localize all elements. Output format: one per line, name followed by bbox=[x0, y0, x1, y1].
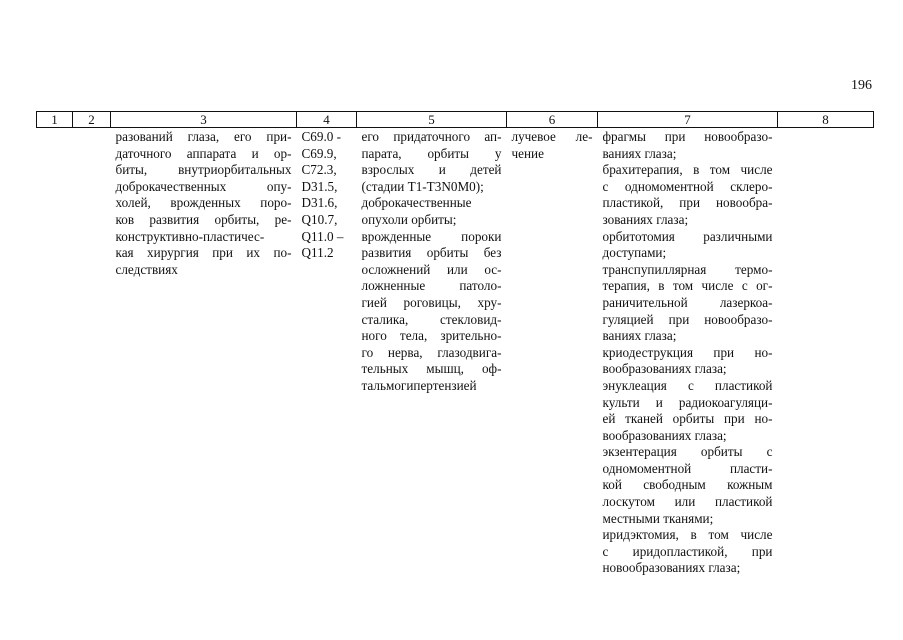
text-line: опухоли орбиты; bbox=[361, 211, 457, 227]
text-line: врожденные пороки bbox=[361, 228, 502, 244]
text-line: лоскутом или пластикой bbox=[602, 494, 773, 510]
text-line: Q11.0 – bbox=[301, 228, 344, 244]
column-header: 1 bbox=[37, 112, 73, 128]
text-line: разований глаза, его при- bbox=[115, 129, 292, 144]
text-line: терапия, в том числе с ог- bbox=[602, 278, 773, 294]
cell-treatment-method bbox=[598, 128, 778, 578]
cell-model-patient bbox=[357, 128, 507, 578]
text-line: энуклеация с пластикой bbox=[602, 377, 773, 393]
text-line: криодеструкция при но- bbox=[602, 344, 773, 360]
text-line: местными тканями; bbox=[602, 510, 714, 526]
text-line: осложнений или ос- bbox=[361, 261, 502, 277]
text-line: лучевое ле- bbox=[511, 129, 593, 144]
text-line: экзентерация орбиты с bbox=[602, 444, 773, 460]
text-line: чение bbox=[511, 145, 544, 161]
text-line: доступами; bbox=[602, 245, 667, 261]
procedures-table bbox=[36, 111, 874, 577]
column-header: 2 bbox=[73, 112, 111, 128]
text-line: тельных мышц, оф- bbox=[361, 361, 502, 377]
text-line: ного тела, зрительно- bbox=[361, 328, 502, 344]
text-line: транспупиллярная термо- bbox=[602, 261, 773, 277]
text-line: вообразованиях глаза; bbox=[602, 361, 727, 377]
cell-treatment-type bbox=[507, 128, 598, 578]
text-line: ложненные патоло- bbox=[361, 278, 502, 294]
page-number: 196 bbox=[851, 78, 872, 93]
text-line: C72.3, bbox=[301, 162, 337, 178]
cell-icd-codes bbox=[297, 128, 357, 578]
text-line: вообразованиях глаза; bbox=[602, 427, 727, 443]
text-line: тальмогипертензией bbox=[361, 377, 477, 393]
table-header-row bbox=[37, 112, 874, 128]
text-line: с одномоментной склеро- bbox=[602, 178, 773, 194]
text-line: конструктивно-пластичес- bbox=[115, 228, 265, 244]
text-line: C69.9, bbox=[301, 145, 337, 161]
text-line: орбитотомия различными bbox=[602, 228, 773, 244]
text-line: культи и радиокоагуляци- bbox=[602, 394, 773, 410]
text-line: парата, орбиты у bbox=[361, 145, 502, 161]
text-line: с иридопластикой, при bbox=[602, 543, 773, 559]
text-line: одномоментной пласти- bbox=[602, 460, 773, 476]
text-line: ваниях глаза; bbox=[602, 145, 677, 161]
text-line: гией роговицы, хру- bbox=[361, 294, 502, 310]
text-line: даточного аппарата и ор- bbox=[115, 145, 292, 161]
text-line: развития орбиты без bbox=[361, 245, 502, 261]
table-row bbox=[37, 128, 874, 578]
text-line: гуляцией при новообразо- bbox=[602, 311, 773, 327]
text-line: брахитерапия, в том числе bbox=[602, 162, 773, 178]
text-line: кой свободным кожным bbox=[602, 477, 773, 493]
text-line: C69.0 - bbox=[301, 129, 342, 144]
text-line: сталика, стекловид- bbox=[361, 311, 502, 327]
column-header: 7 bbox=[598, 112, 778, 128]
text-line: (стадии T1-T3N0M0); bbox=[361, 178, 484, 194]
text-line: новообразованиях глаза; bbox=[602, 560, 741, 576]
text-line: Q11.2 bbox=[301, 245, 334, 261]
text-line: его придаточного ап- bbox=[361, 129, 502, 144]
text-line: фрагмы при новообразо- bbox=[602, 129, 773, 144]
text-line: Q10.7, bbox=[301, 211, 338, 227]
text-line: кая хирургия при их по- bbox=[115, 245, 292, 261]
column-header: 4 bbox=[297, 112, 357, 128]
text-line: доброкачественные bbox=[361, 195, 472, 211]
text-line: D31.5, bbox=[301, 178, 338, 194]
text-line: иридэктомия, в том числе bbox=[602, 527, 773, 543]
text-line: D31.6, bbox=[301, 195, 338, 211]
cell-col2 bbox=[73, 128, 111, 578]
text-line: взрослых и детей bbox=[361, 162, 502, 178]
text-line: биты, внутриорбитальных bbox=[115, 162, 292, 178]
text-line: раничительной лазеркоа- bbox=[602, 294, 773, 310]
text-line: ваниях глаза; bbox=[602, 328, 677, 344]
column-header: 5 bbox=[357, 112, 507, 128]
column-header: 6 bbox=[507, 112, 598, 128]
text-line: пластикой, при новообра- bbox=[602, 195, 773, 211]
text-line: холей, врожденных поро- bbox=[115, 195, 292, 211]
text-line: зованиях глаза; bbox=[602, 211, 689, 227]
text-line: ей тканей орбиты при но- bbox=[602, 411, 773, 427]
text-line: следствиях bbox=[115, 261, 178, 277]
column-header: 3 bbox=[111, 112, 297, 128]
text-line: доброкачественных опу- bbox=[115, 178, 292, 194]
text-line: ков развития орбиты, ре- bbox=[115, 211, 292, 227]
text-line: го нерва, глазодвига- bbox=[361, 344, 502, 360]
cell-col1 bbox=[37, 128, 73, 578]
column-header: 8 bbox=[778, 112, 874, 128]
cell-procedure-name bbox=[111, 128, 297, 578]
cell-col8 bbox=[778, 128, 874, 578]
